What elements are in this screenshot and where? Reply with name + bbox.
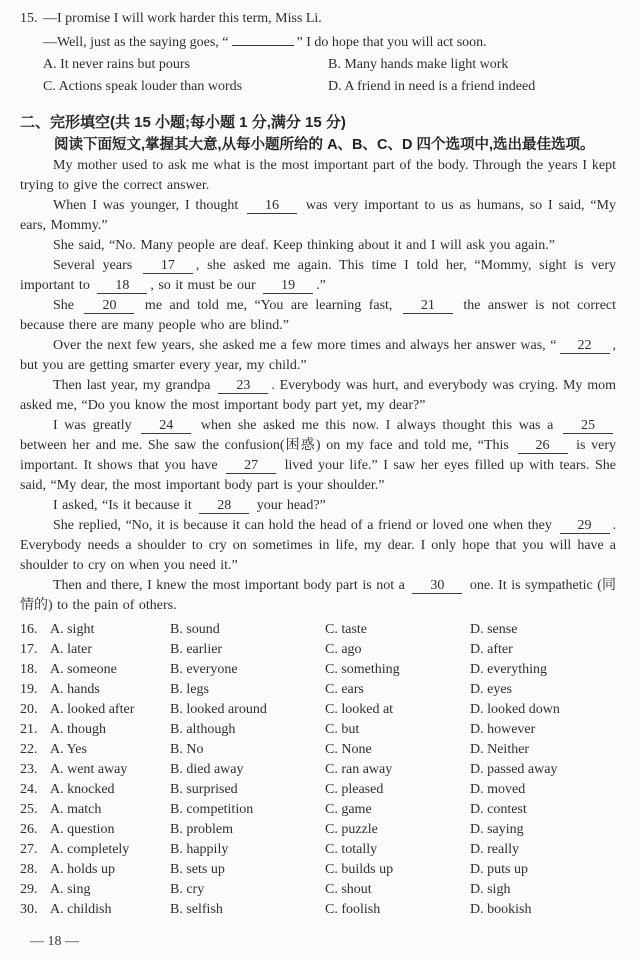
passage-paragraph: When I was younger, I thought 16 was very important to us as humans, so I said, “My ears, Mommy.” [20, 198, 616, 233]
cloze-blank: 17 [143, 258, 193, 274]
option-label: B. sets up [170, 862, 225, 877]
cloze-blank: 21 [403, 298, 453, 314]
option-label: B. looked around [170, 702, 267, 717]
question-15-options [20, 54, 616, 98]
option-label: B. everyone [170, 662, 238, 677]
cloze-blank: 28 [199, 498, 249, 514]
question-15-line2 [20, 30, 616, 54]
option-row-number: 16. [20, 622, 38, 637]
option-label: A. sing [50, 882, 91, 897]
option-label: A. sight [50, 622, 95, 637]
option-label: A. match [50, 802, 102, 817]
option-row-number: 20. [20, 702, 38, 717]
options-row [20, 800, 616, 820]
option-row-number: 17. [20, 642, 38, 657]
option-label: C. taste [325, 622, 367, 637]
cloze-blank: 20 [84, 298, 134, 314]
option-row-number: 21. [20, 722, 38, 737]
option-label: B. cry [170, 882, 205, 897]
option-label: C. ago [325, 642, 362, 657]
options-row [20, 880, 616, 900]
option-label: D. eyes [470, 682, 512, 697]
passage-paragraph: Over the next few years, she asked me a few more times and always her answer was, “ 22 , but you are getting smarter every year, my child.” [20, 338, 616, 373]
option-label: C. ears [325, 682, 364, 697]
passage-paragraph: Then and there, I knew the most important body part is not a 30 one. It is sympathetic (同情的) to the pain of others. [20, 578, 616, 613]
option-label: D. sigh [470, 882, 511, 897]
option-label: B. died away [170, 762, 244, 777]
option-label: A. completely [50, 842, 130, 857]
options-row [20, 900, 616, 920]
option-label: C. totally [325, 842, 378, 857]
passage-paragraph: Then last year, my grandpa 23 . Everybody was hurt, and everybody was crying. My mom asked me, “Do you know the most important body part yet, my dear?” [20, 378, 616, 413]
option-label: B. although [170, 722, 236, 737]
cloze-blank: 19 [263, 278, 313, 294]
options-row [20, 620, 616, 640]
option-label: D. sense [470, 622, 518, 637]
option-label: A. though [50, 722, 106, 737]
option-label: A. question [50, 822, 115, 837]
options-row [20, 780, 616, 800]
passage-paragraph: I was greatly 24 when she asked me this now. I always thought this was a 25 between her and me. She saw the confusion(困惑) on my face and told me, “This 26 is very important. It shows that you have 27 lived your life.” I saw her eyes filled up with tears. She said, “My dear, the most important body part is your shoulder.” [20, 418, 617, 493]
options-row [20, 860, 616, 880]
option-label: B. sound [170, 622, 220, 637]
cloze-blank: 18 [97, 278, 147, 294]
passage-paragraph: She said, “No. Many people are deaf. Keep thinking about it and I will ask you again.” [53, 238, 555, 253]
option-label: D. A friend in need is a friend indeed [328, 79, 536, 94]
option-label: A. knocked [50, 782, 115, 797]
option-label: A. someone [50, 662, 117, 677]
options-row [20, 680, 616, 700]
options-row [20, 740, 616, 760]
passage-paragraph: She replied, “No, it is because it can hold the head of a friend or loved one when they 29 . Everybody needs a shoulder to cry on sometimes in life, my dear. I only hope that you will have a shoulder to cry on when you need it.” [20, 518, 616, 573]
option-label: D. moved [470, 782, 526, 797]
option-label: B. earlier [170, 642, 223, 657]
option-label: C. Actions speak louder than words [43, 79, 243, 94]
cloze-blank: 16 [247, 198, 297, 214]
option-label: C. ran away [325, 762, 393, 777]
option-row-number: 22. [20, 742, 38, 757]
cloze-blank: 26 [518, 438, 568, 454]
option-label: D. really [470, 842, 519, 857]
option-label: B. legs [170, 682, 209, 697]
answer-blank [232, 30, 294, 46]
section-instruction: 阅读下面短文,掌握其大意,从每小题所给的 A、B、C、D 四个选项中,选出最佳选项。 [54, 137, 595, 153]
option-label: C. foolish [325, 902, 381, 917]
options-row [20, 840, 616, 860]
option-label: D. saying [470, 822, 524, 837]
passage-paragraph: Several years 17 , she asked me again. This time I told her, “Mommy, sight is very important to 18 , so it must be our 19 .” [20, 258, 616, 293]
option-label: D. puts up [470, 862, 528, 877]
question-15-text-post: ” I do hope that you will act soon. [296, 35, 487, 50]
option-label: A. Yes [50, 742, 87, 757]
question-15-text-pre: —Well, just as the saying goes, “ [43, 35, 229, 50]
option-label: A. childish [50, 902, 112, 917]
option-row-number: 30. [20, 902, 38, 917]
option-row-number: 25. [20, 802, 38, 817]
options-row [20, 700, 616, 720]
cloze-blank: 25 [563, 418, 613, 434]
option-label: C. shout [325, 882, 372, 897]
question-15-line1 [20, 8, 616, 30]
option-label: B. No [170, 742, 204, 757]
option-label: B. competition [170, 802, 254, 817]
options-table [20, 620, 616, 920]
options-row [20, 760, 616, 780]
option-row-number: 19. [20, 682, 38, 697]
option-label: D. after [470, 642, 513, 657]
option-row-number: 18. [20, 662, 38, 677]
options-row [20, 720, 616, 740]
cloze-blank: 30 [412, 578, 462, 594]
option-label: B. Many hands make light work [328, 57, 509, 72]
question-number: 15. [20, 11, 38, 26]
option-label: B. problem [170, 822, 233, 837]
option-label: A. It never rains but pours [43, 57, 190, 72]
option-label: B. surprised [170, 782, 238, 797]
page-number: — 18 — [30, 934, 79, 949]
option-label: D. however [470, 722, 536, 737]
cloze-blank: 29 [560, 518, 610, 534]
options-row [20, 640, 616, 660]
option-label: C. looked at [325, 702, 394, 717]
option-label: C. something [325, 662, 400, 677]
option-label: B. happily [170, 842, 229, 857]
passage-paragraph: She 20 me and told me, “You are learning fast, 21 the answer is not correct because there are many people who are blind.” [20, 298, 617, 333]
option-label: C. None [325, 742, 372, 757]
option-label: A. holds up [50, 862, 115, 877]
passage-paragraph: My mother used to ask me what is the most important part of the body. Through the years I kept trying to give the correct answer. [20, 158, 616, 193]
option-row-number: 24. [20, 782, 38, 797]
option-label: C. puzzle [325, 822, 378, 837]
option-label: D. Neither [470, 742, 530, 757]
option-label: A. looked after [50, 702, 135, 717]
cloze-blank: 24 [141, 418, 191, 434]
question-15 [20, 8, 616, 98]
cloze-blank: 27 [226, 458, 276, 474]
option-row-number: 28. [20, 862, 38, 877]
option-label: C. pleased [325, 782, 384, 797]
option-label: A. hands [50, 682, 100, 697]
option-row-number: 23. [20, 762, 38, 777]
option-label: A. later [50, 642, 92, 657]
options-row [20, 820, 616, 840]
option-label: B. selfish [170, 902, 223, 917]
options-row [20, 660, 616, 680]
question-15-text: —I promise I will work harder this term, Miss Li. [43, 11, 322, 26]
option-label: D. looked down [470, 702, 560, 717]
option-label: D. passed away [470, 762, 558, 777]
option-row-number: 26. [20, 822, 38, 837]
cloze-blank: 23 [218, 378, 268, 394]
cloze-blank: 22 [560, 338, 610, 354]
option-row-number: 27. [20, 842, 38, 857]
option-label: D. contest [470, 802, 527, 817]
option-label: D. everything [470, 662, 547, 677]
option-label: C. builds up [325, 862, 394, 877]
option-label: C. but [325, 722, 360, 737]
option-row-number: 29. [20, 882, 38, 897]
option-label: D. bookish [470, 902, 532, 917]
option-label: A. went away [50, 762, 128, 777]
passage [20, 156, 616, 616]
option-label: C. game [325, 802, 372, 817]
section-heading: 二、完形填空(共 15 小题;每小题 1 分,满分 15 分) [20, 114, 346, 131]
passage-paragraph: I asked, “Is it because it 28 your head?” [53, 498, 326, 513]
